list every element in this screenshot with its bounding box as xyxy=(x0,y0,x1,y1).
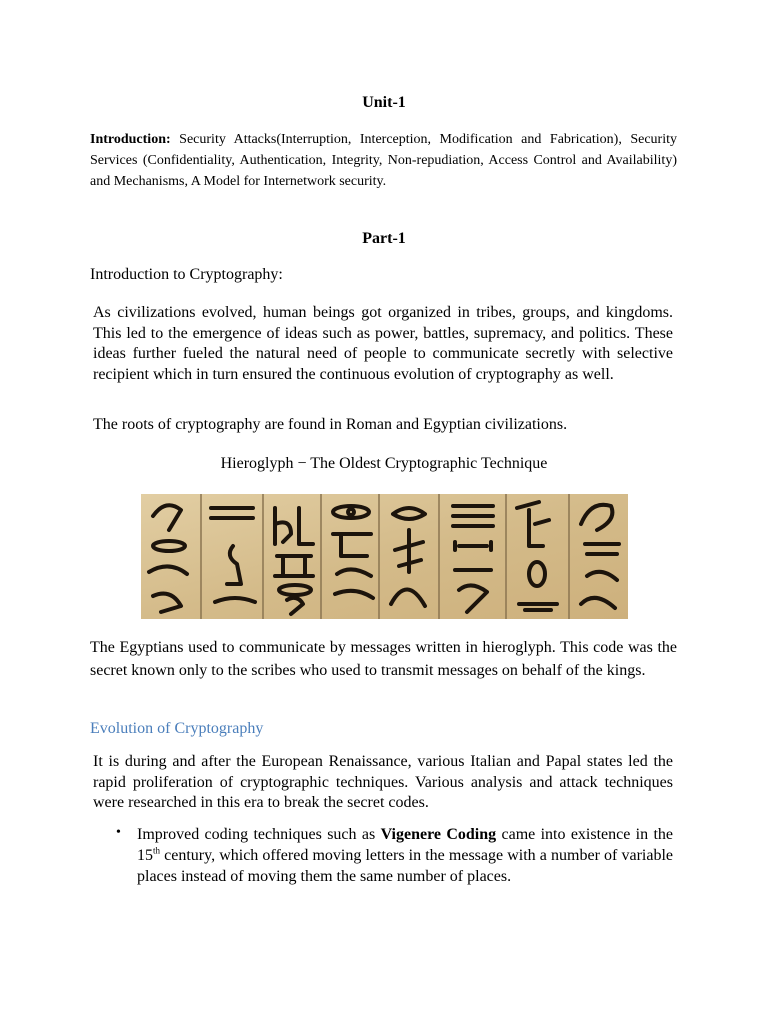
bullet-text-mid: came into existence in the 15 xyxy=(137,826,674,864)
figure-caption: Hieroglyph − The Oldest Cryptographic Technique xyxy=(220,455,548,472)
part-title: Part-1 xyxy=(362,230,406,247)
bullet-text-bold: Vigenere Coding xyxy=(380,826,497,843)
subheading: Introduction to Cryptography: xyxy=(90,266,283,283)
introduction-text: Security Attacks(Interruption, Interception, Modification and Fabrication), Security Services (Confidentiality, Authentication, Integrity, Non-repudiation, Access Control and Availability) and Mechanisms, A Model for Internetwork security. xyxy=(90,132,677,189)
introduction-paragraph xyxy=(90,129,677,192)
paragraph-egyptians: The Egyptians used to communicate by messages written in hieroglyph. This code was the secret known only to the scribes who used to transmit messages on behalf of the kings. xyxy=(90,639,677,679)
unit-title: Unit-1 xyxy=(362,94,406,111)
bullet-text-post: century, which offered moving letters in the message with a number of variable places instead of moving them the same number of places. xyxy=(137,847,673,885)
paragraph-roots: The roots of cryptography are found in Roman and Egyptian civilizations. xyxy=(93,416,568,433)
paragraph-civilizations: As civilizations evolved, human beings got organized in tribes, groups, and kingdoms. This led to the emergence of ideas such as power, battles, supremacy, and politics. These ideas further fueled the natural need of people to communicate secretly with selective recipient which in turn ensured the continuous evolution of cryptography as well. xyxy=(93,304,673,383)
bullet-item-vigenere xyxy=(137,824,673,887)
hieroglyph-image xyxy=(141,494,628,619)
introduction-label: Introduction: xyxy=(90,132,171,147)
bullet-superscript: th xyxy=(153,845,161,856)
bullet-marker: • xyxy=(116,825,121,840)
bullet-text-pre: Improved coding techniques such as xyxy=(137,826,381,843)
section-heading: Evolution of Cryptography xyxy=(90,720,264,737)
paragraph-renaissance: It is during and after the European Renaissance, various Italian and Papal states led the rapid proliferation of cryptographic techniques. Various analysis and attack techniques were researched in this era to break the secret codes. xyxy=(93,753,673,812)
